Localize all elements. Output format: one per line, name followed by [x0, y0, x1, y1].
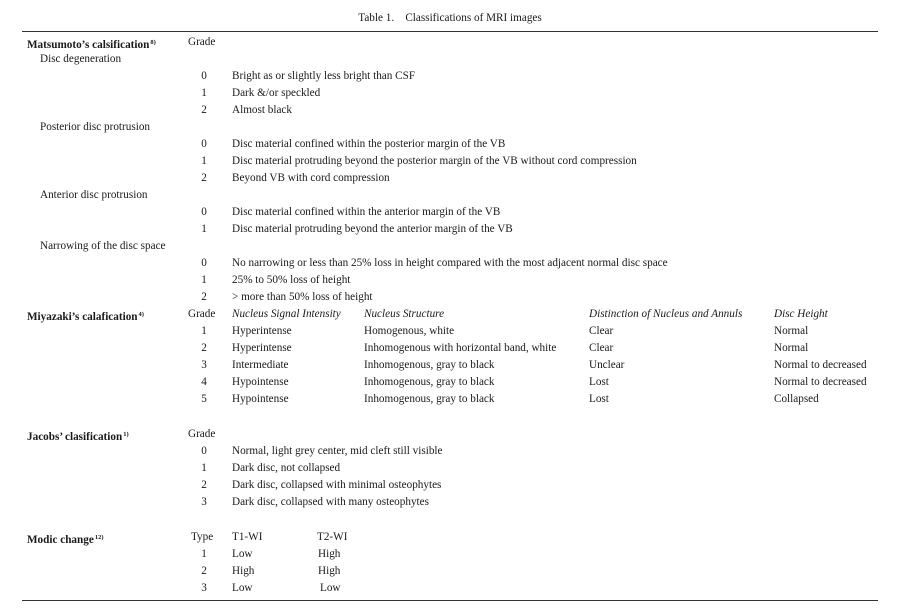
table-row: [0, 102, 900, 119]
table-cell: Hypointense: [232, 393, 289, 405]
table-row: [0, 460, 900, 477]
bottom-rule: [22, 600, 878, 601]
table-cell: Clear: [589, 342, 614, 354]
table-cell: 2: [201, 479, 207, 491]
table-cell: Normal: [774, 325, 809, 337]
table-row: [0, 221, 900, 238]
table-cell: 0: [201, 70, 207, 82]
table-row: [0, 546, 900, 563]
table-cell: High: [318, 565, 341, 577]
column-header: Disc Height: [774, 308, 828, 320]
table-cell: Modic change: [27, 534, 94, 546]
table-row: [0, 272, 900, 289]
table-row: [0, 357, 900, 374]
table-row: [0, 443, 900, 460]
table-cell: Disc material protruding beyond the posterior margin of the VB without cord compression: [232, 155, 637, 167]
table-row: [0, 374, 900, 391]
table-cell: Unclear: [589, 359, 625, 371]
matsumoto-group-label: [0, 238, 900, 255]
table-cell: 3: [201, 359, 207, 371]
table-row: [0, 477, 900, 494]
table-cell: Hyperintense: [232, 325, 292, 337]
table-cell: Inhomogenous, gray to black: [364, 359, 495, 371]
matsumoto-group-label: Disc degeneration: [40, 53, 122, 65]
table-row: [0, 204, 900, 221]
column-header: Distinction of Nucleus and Annuls: [589, 308, 743, 320]
table-cell: Inhomogenous with horizontal band, white: [364, 342, 557, 354]
reference-superscript: 1): [123, 431, 129, 438]
table-row: [0, 289, 900, 306]
table-caption: Table 1. Classifications of MRI images: [358, 12, 542, 24]
column-header: Nucleus Signal Intensity: [232, 308, 341, 320]
table-cell: Dark disc, collapsed with many osteophytes: [232, 496, 429, 508]
table-cell: Narrowing of the disc space: [40, 240, 166, 252]
table-cell: 2: [201, 172, 207, 184]
table-row: [0, 255, 900, 272]
column-header: Type: [191, 531, 214, 543]
table-cell: Dark disc, collapsed with minimal osteophytes: [232, 479, 442, 491]
table-cell: Homogenous, white: [364, 325, 455, 337]
table-cell: Low: [320, 582, 341, 594]
table-cell: 1: [201, 87, 207, 99]
table-cell: Inhomogenous, gray to black: [364, 393, 495, 405]
table-cell: Jacobs’ clasification: [27, 431, 123, 443]
column-header: T1-WI: [232, 531, 263, 543]
table-cell: Almost black: [232, 104, 292, 116]
miyazaki-header-row: [0, 306, 900, 323]
table-cell: High: [318, 548, 341, 560]
table-cell: 3: [201, 496, 207, 508]
table-cell: Hypointense: [232, 376, 289, 388]
table-cell: 5: [201, 393, 207, 405]
table-row: [0, 68, 900, 85]
table-cell: Dark &/or speckled: [232, 87, 321, 99]
matsumoto-header-row: [0, 34, 900, 51]
table-cell: 1: [201, 548, 207, 560]
table-cell: Dark disc, not collapsed: [232, 462, 341, 474]
table-cell: 0: [201, 257, 207, 269]
reference-superscript: 12): [94, 534, 104, 541]
table-row: [0, 391, 900, 408]
table-cell: 0: [201, 138, 207, 150]
table-cell: Anterior disc protrusion: [40, 189, 148, 201]
table-cell: 2: [201, 342, 207, 354]
table-cell: Disc material confined within the anterior margin of the VB: [232, 206, 501, 218]
table-cell: Intermediate: [232, 359, 289, 371]
table-row: [0, 580, 900, 597]
table-cell: 1: [201, 462, 207, 474]
table-cell: Disc material protruding beyond the anterior margin of the VB: [232, 223, 513, 235]
table-cell: 2: [201, 104, 207, 116]
table-cell: 1: [201, 223, 207, 235]
table-row: [0, 85, 900, 102]
table-cell: Clear: [589, 325, 614, 337]
table-cell: Low: [232, 582, 253, 594]
table-cell: Lost: [589, 393, 609, 405]
table-cell: No narrowing or less than 25% loss in height compared with the most adjacent normal disc space: [232, 257, 668, 269]
table-cell: Disc material confined within the posterior margin of the VB: [232, 138, 506, 150]
table-cell: High: [232, 565, 255, 577]
table-cell: Normal, light grey center, mid cleft still visible: [232, 445, 443, 457]
table-cell: 2: [201, 565, 207, 577]
table-cell: 25% to 50% loss of height: [232, 274, 351, 286]
table-cell: 3: [201, 582, 207, 594]
table-cell: 1: [201, 155, 207, 167]
table-row: [0, 563, 900, 580]
table-cell: Normal: [774, 342, 809, 354]
matsumoto-grade-header: Grade: [188, 36, 216, 48]
table-cell: 1: [201, 325, 207, 337]
jacobs-grade-header: Grade: [188, 428, 216, 440]
table-cell: Inhomogenous, gray to black: [364, 376, 495, 388]
table-row: [0, 136, 900, 153]
reference-superscript: 8): [150, 39, 156, 46]
table-cell: 4: [201, 376, 207, 388]
table-cell: > more than 50% loss of height: [232, 291, 373, 303]
table-cell: Matsumoto’s calsification: [27, 39, 150, 51]
table-cell: 0: [201, 206, 207, 218]
table-cell: Miyazaki’s calafication: [27, 311, 138, 323]
table-cell: Lost: [589, 376, 609, 388]
table-cell: 0: [201, 445, 207, 457]
reference-superscript: 4): [138, 311, 144, 318]
table-cell: 1: [201, 274, 207, 286]
table-cell: Low: [232, 548, 253, 560]
table-cell: Normal to decreased: [774, 359, 867, 371]
miyazaki-grade-header: Grade: [188, 308, 216, 320]
table-cell: Hyperintense: [232, 342, 292, 354]
modic-header-row: [0, 529, 900, 546]
table-row: [0, 170, 900, 187]
column-header: T2-WI: [317, 531, 348, 543]
table-cell: Collapsed: [774, 393, 819, 405]
table-cell: Bright as or slightly less bright than CSF: [232, 70, 416, 82]
jacobs-header-row: [0, 426, 900, 443]
column-header: Nucleus Structure: [364, 308, 445, 320]
table-row: [0, 340, 900, 357]
table-cell: Posterior disc protrusion: [40, 121, 151, 133]
table-row: [0, 323, 900, 340]
table-row: [0, 494, 900, 511]
table-row: [0, 153, 900, 170]
table-cell: 2: [201, 291, 207, 303]
table-cell: Normal to decreased: [774, 376, 867, 388]
table-cell: Beyond VB with cord compression: [232, 172, 390, 184]
matsumoto-group-label: [0, 119, 900, 136]
matsumoto-group-label: [0, 187, 900, 204]
top-rule: [22, 31, 878, 32]
